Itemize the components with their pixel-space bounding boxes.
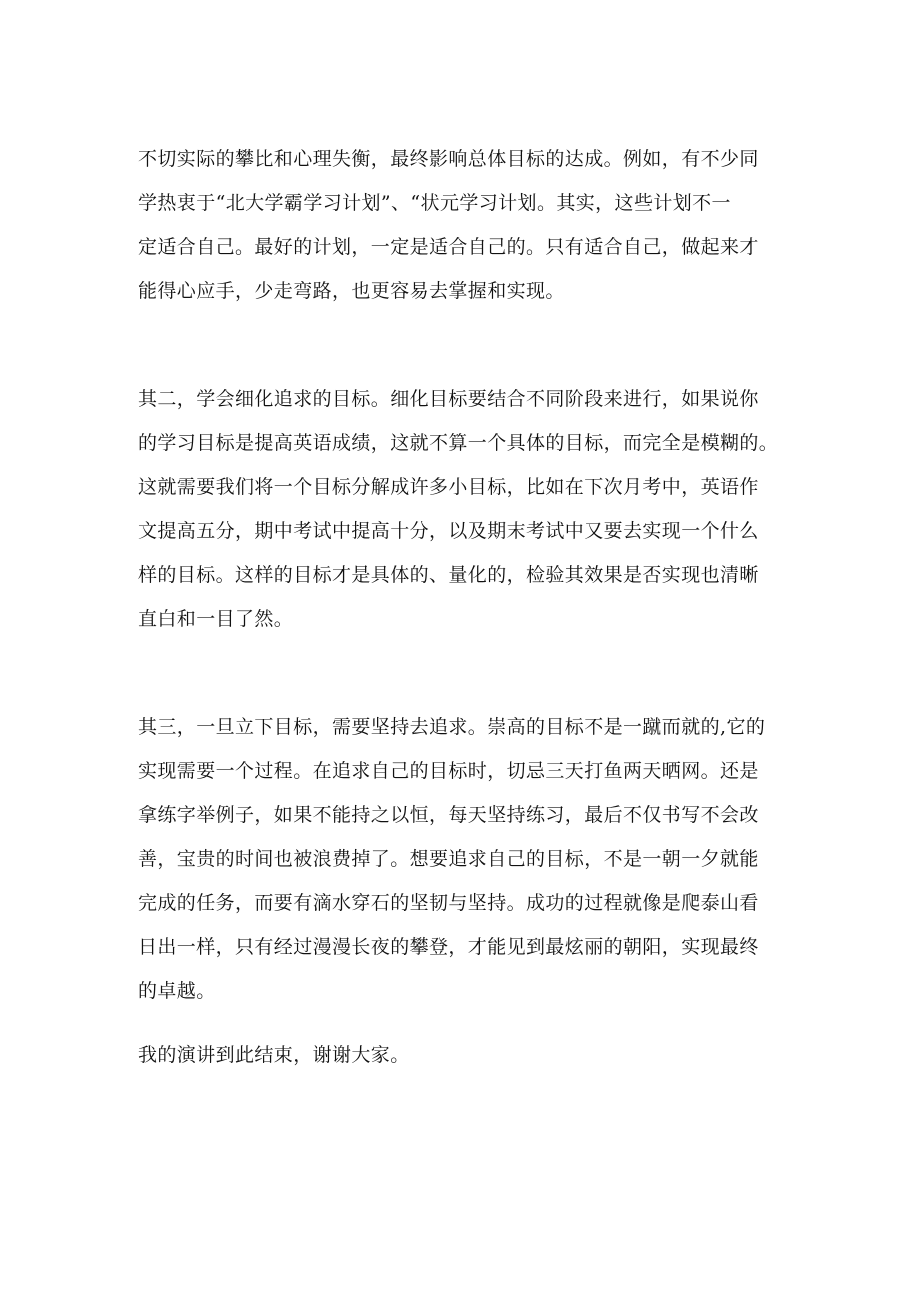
text-line: 其三，一旦立下目标，需要坚持去追求。崇高的目标不是一蹴而就的,它的 bbox=[138, 716, 766, 738]
text-line: 不切实际的攀比和心理失衡，最终影响总体目标的达成。例如，有不少同 bbox=[138, 148, 759, 170]
text-line: 完成的任务，而要有滴水穿石的坚韧与坚持。成功的过程就像是爬泰山看 bbox=[138, 892, 759, 914]
paragraph-2 bbox=[138, 377, 798, 641]
closing-paragraph bbox=[138, 1033, 798, 1077]
paragraph-1 bbox=[138, 137, 798, 313]
paragraph-3 bbox=[138, 705, 798, 1013]
document-body bbox=[138, 137, 798, 1077]
text-line: 日出一样，只有经过漫漫长夜的攀登，才能见到最炫丽的朝阳，实现最终 bbox=[138, 936, 759, 958]
paragraph-gap bbox=[138, 1013, 798, 1033]
text-line: 学热衷于“北大学霸学习计划”、“状元学习计划。其实，这些计划不一 bbox=[138, 192, 731, 214]
text-line: 善，宝贵的时间也被浪费掉了。想要追求自己的目标，不是一朝一夕就能 bbox=[138, 848, 759, 870]
text-line: 能得心应手，少走弯路，也更容易去掌握和实现。 bbox=[138, 280, 565, 302]
text-line: 样的目标。这样的目标才是具体的、量化的，检验其效果是否实现也清晰 bbox=[138, 564, 759, 586]
text-line: 实现需要一个过程。在追求自己的目标时，切忌三天打鱼两天晒网。还是 bbox=[138, 760, 759, 782]
text-line: 这就需要我们将一个目标分解成许多小目标，比如在下次月考中，英语作 bbox=[138, 476, 759, 498]
paragraph-gap bbox=[138, 641, 798, 705]
closing-line: 我的演讲到此结束，谢谢大家。 bbox=[138, 1044, 410, 1066]
text-line: 的卓越。 bbox=[138, 980, 216, 1002]
text-line: 文提高五分，期中考试中提高十分，以及期末考试中又要去实现一个什么 bbox=[138, 520, 759, 542]
text-line: 拿练字举例子，如果不能持之以恒，每天坚持练习，最后不仅书写不会改 bbox=[138, 804, 759, 826]
paragraph-gap bbox=[138, 313, 798, 377]
text-line: 直白和一目了然。 bbox=[138, 608, 294, 630]
text-line: 定适合自己。最好的计划，一定是适合自己的。只有适合自己，做起来才 bbox=[138, 236, 759, 258]
text-line: 的学习目标是提高英语成绩，这就不算一个具体的目标，而完全是模糊的。 bbox=[138, 432, 779, 454]
text-line: 其二，学会细化追求的目标。细化目标要结合不同阶段来进行，如果说你 bbox=[138, 388, 759, 410]
